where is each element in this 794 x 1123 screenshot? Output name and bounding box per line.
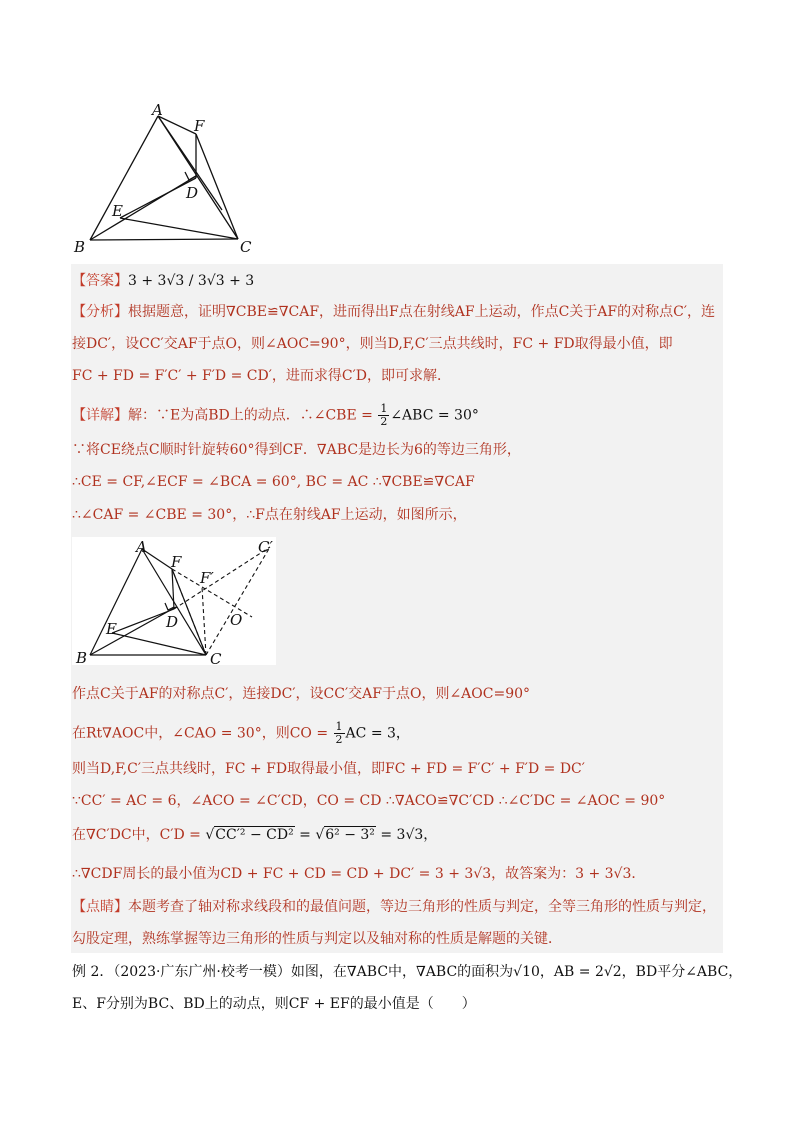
detail-text-9-pre: 在∇C′DC中，C′D =: [72, 827, 201, 843]
detail-frac-1: $\frac{1}{2}$: [380, 402, 388, 428]
fig2-label-f: F: [171, 553, 182, 571]
fig2-label-c: C: [210, 650, 222, 665]
detail-line-1: [72, 403, 479, 428]
detail-sqrt-1: √CC′² − CD²: [205, 827, 294, 843]
fig2-label-d: D: [166, 613, 179, 631]
detail-text-6-pre: 在Rt∇AOC中，∠CAO = 30°，则CO =: [72, 725, 329, 742]
analysis-line-2: 接DC′，设CC′交AF于点O，则∠AOC=90°，则当D,F,C′三点共线时，FC + FD取得最小值，即: [72, 336, 673, 352]
answer-line: [72, 271, 254, 291]
detail-text-1-post: ∠ABC = 30°: [390, 407, 479, 424]
detail-line-2: ∵将CE绕点C顺时针旋转60°得到CF．∇ABC是边长为6的等边三角形，: [72, 442, 521, 458]
detail-line-10: ∴∇CDF周长的最小值为CD + FC + CD = CD + DC′ = 3 + 3√3，故答案为：3 + 3√3．: [72, 866, 646, 882]
analysis-line-1: [72, 302, 715, 322]
figure-1-svg: [72, 100, 272, 260]
figure-2-svg: [72, 537, 276, 665]
fig2-label-b: B: [76, 649, 88, 665]
detail-line-3: ∴CE = CF,∠ECF = ∠BCA = 60°, BC = AC ∴∇CBE≌∇CAF: [72, 474, 475, 490]
analysis-tag: 【分析】: [72, 304, 128, 320]
detail-line-4: ∴∠CAF = ∠CBE = 30°，∴F点在射线AF上运动，如图所示，: [72, 507, 467, 523]
answer-text: 3 + 3√3 / 3√3 + 3: [128, 273, 255, 289]
fig1-label-b: B: [74, 238, 86, 256]
fig1-label-e: E: [112, 202, 123, 220]
detail-line-7: 则当D,F,C′三点共线时，FC + FD取得最小值，即FC + FD = F′C′ + F′D = DC′: [72, 761, 585, 777]
comment-line-2: 勾股定理，熟练掌握等边三角形的性质与判定以及轴对称的性质是解题的关键．: [72, 931, 562, 947]
detail-text-1-pre: 解：∵E为高BD上的动点．∴∠CBE =: [128, 407, 373, 424]
detail-text-6-post: AC = 3，: [345, 725, 410, 742]
fig1-label-a: A: [152, 101, 163, 119]
figure-2: [72, 537, 276, 665]
fig2-label-f-prime: F′: [200, 569, 214, 587]
detail-sqrt-2: √6² − 3²: [315, 827, 375, 843]
fig2-label-e: E: [106, 620, 117, 638]
answer-tag: 【答案】: [72, 273, 128, 289]
detail-line-9: [72, 825, 437, 845]
comment-text-1: 本题考查了轴对称求线段和的最值问题，等边三角形的性质与判定，全等三角形的性质与判定，: [128, 899, 716, 915]
detail-text-9-mid: =: [299, 827, 311, 843]
detail-text-9-post: = 3√3，: [380, 827, 438, 843]
detail-frac-6: $\frac{1}{2}$: [335, 720, 343, 746]
example2-line-2: E、F分别为BC、BD上的动点，则CF + EF的最小值是（ ）: [72, 996, 476, 1012]
fig1-label-c: C: [240, 238, 252, 256]
analysis-line-3: FC + FD = F′C′ + F′D = CD′，进而求得C′D，即可求解．: [72, 368, 452, 384]
comment-tag: 【点睛】: [72, 899, 128, 915]
comment-line-1: [72, 897, 716, 917]
fig2-label-a: A: [136, 538, 147, 556]
figure-1: [72, 100, 272, 260]
detail-line-8: ∵CC′ = AC = 6，∠ACO = ∠C′CD，CO = CD ∴∇ACO≌∇C′CD ∴∠C′DC = ∠AOC = 90°: [72, 793, 666, 809]
fig1-label-f: F: [194, 117, 205, 135]
analysis-text-1: 根据题意，证明∇CBE≌∇CAF，进而得出F点在射线AF上运动，作点C关于AF的对称点C′，连: [128, 304, 716, 320]
fig1-label-d: D: [186, 184, 199, 202]
example2-line-1: 例 2．（2023·广东广州·校考一模）如图，在∇ABC中，∇ABC的面积为√10，AB = 2√2，BD平分∠ABC，: [72, 964, 743, 980]
fig2-label-c-prime: C′: [258, 538, 273, 556]
fig2-label-o: O: [230, 611, 243, 629]
detail-tag: 【详解】: [72, 407, 128, 424]
detail-line-6: [72, 721, 410, 746]
detail-line-5: 作点C关于AF的对称点C′，连接DC′，设CC′交AF于点O，则∠AOC=90°: [72, 686, 531, 702]
